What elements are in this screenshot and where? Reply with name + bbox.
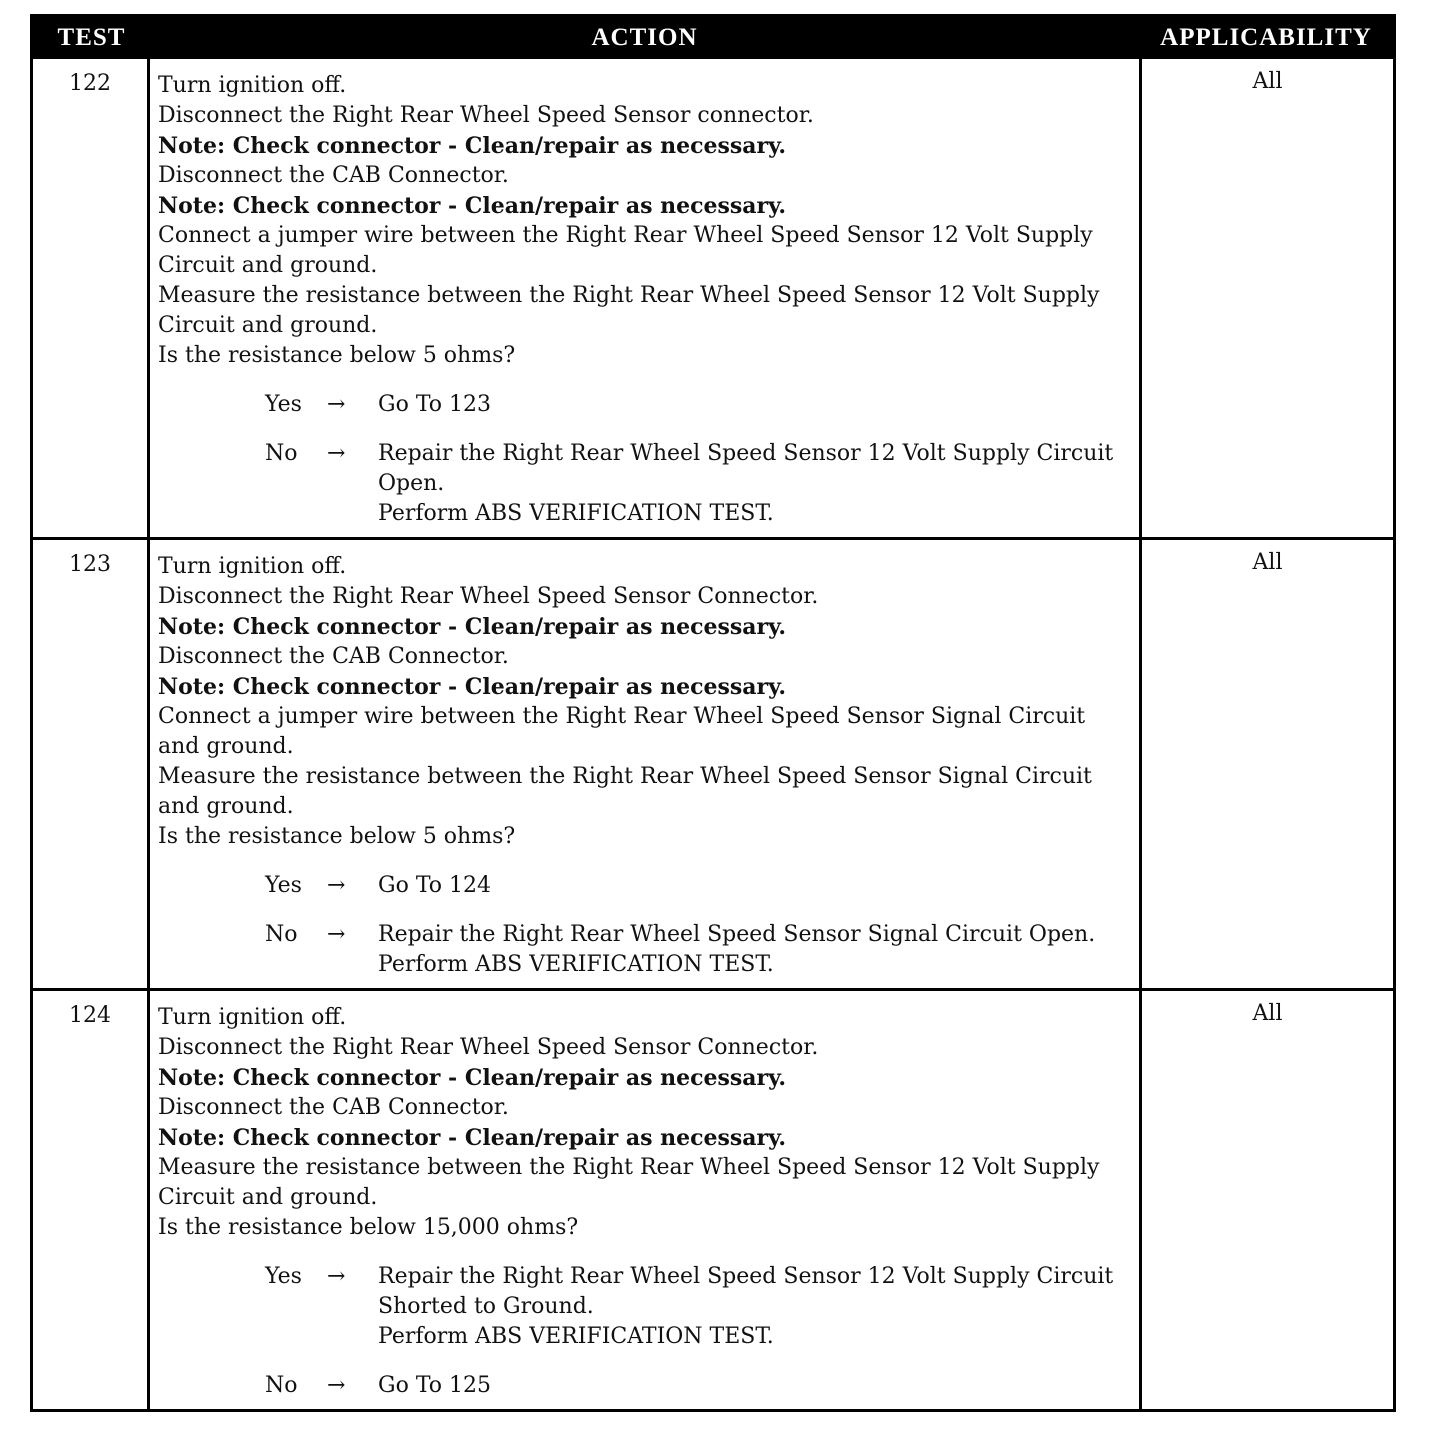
no-result — [378, 439, 1131, 529]
note-text: Note: Check connector - Clean/repair as necessary. — [158, 133, 787, 159]
note-text: Note: Check connector - Clean/repair as necessary. — [158, 193, 787, 219]
diagnostic-table — [30, 14, 1396, 1412]
step-text: Is the resistance below 5 ohms? — [158, 824, 516, 849]
applicability-value: All — [1139, 540, 1393, 988]
step-text: Is the resistance below 5 ohms? — [158, 343, 516, 368]
step-text: Measure the resistance between the Right Rear Wheel Speed Sensor 12 Volt Supply Circuit and ground. — [158, 1155, 1100, 1210]
yes-result — [378, 390, 1131, 420]
step-text: Connect a jumper wire between the Right Rear Wheel Speed Sensor 12 Volt Supply Circuit and ground. — [158, 223, 1093, 278]
no-branch — [158, 920, 1131, 980]
step-text: Turn ignition off. — [158, 1005, 347, 1030]
table-header — [33, 17, 1393, 59]
yes-label: Yes — [265, 392, 302, 417]
note-text: Note: Check connector - Clean/repair as necessary. — [158, 1125, 787, 1151]
header-action: ACTION — [591, 24, 698, 51]
arrow-icon: → — [327, 922, 346, 947]
action-cell — [150, 540, 1139, 988]
action-cell — [150, 991, 1139, 1409]
no-branch — [158, 439, 1131, 529]
step-text: Disconnect the CAB Connector. — [158, 644, 509, 669]
step-text: Disconnect the CAB Connector. — [158, 163, 509, 188]
step-text: Turn ignition off. — [158, 73, 347, 98]
table-row — [33, 537, 1393, 988]
no-result — [378, 920, 1131, 980]
table-row — [33, 59, 1393, 537]
action-cell — [150, 59, 1139, 537]
result-text: Repair the Right Rear Wheel Speed Sensor 12 Volt Supply Circuit Open. — [378, 441, 1114, 496]
arrow-icon: → — [327, 1373, 346, 1398]
result-text: Go To 124 — [378, 873, 492, 898]
test-number: 124 — [33, 991, 150, 1409]
no-label: No — [265, 441, 298, 466]
step-text: Disconnect the CAB Connector. — [158, 1095, 509, 1120]
arrow-icon: → — [327, 392, 346, 417]
arrow-icon: → — [327, 441, 346, 466]
no-label: No — [265, 922, 298, 947]
yes-result — [378, 871, 1131, 901]
result-text: Repair the Right Rear Wheel Speed Sensor Signal Circuit Open. — [378, 922, 1096, 947]
result-text: Repair the Right Rear Wheel Speed Sensor 12 Volt Supply Circuit Shorted to Ground. — [378, 1264, 1114, 1319]
header-applicability: APPLICABILITY — [1160, 24, 1372, 51]
result-text: Perform ABS VERIFICATION TEST. — [378, 1324, 774, 1349]
applicability-value: All — [1139, 991, 1393, 1409]
yes-branch — [158, 1262, 1131, 1352]
no-result — [378, 1371, 1131, 1401]
test-number: 123 — [33, 540, 150, 988]
table-body — [33, 59, 1393, 1409]
step-text: Disconnect the Right Rear Wheel Speed Sensor Connector. — [158, 1035, 819, 1060]
applicability-value: All — [1139, 59, 1393, 537]
step-text: Connect a jumper wire between the Right Rear Wheel Speed Sensor Signal Circuit and ground. — [158, 704, 1086, 759]
step-text: Turn ignition off. — [158, 554, 347, 579]
step-text: Measure the resistance between the Right Rear Wheel Speed Sensor Signal Circuit and ground. — [158, 764, 1092, 819]
result-text: Perform ABS VERIFICATION TEST. — [378, 952, 774, 977]
header-test: TEST — [57, 24, 126, 51]
yes-result — [378, 1262, 1131, 1352]
step-text: Disconnect the Right Rear Wheel Speed Sensor connector. — [158, 103, 814, 128]
result-text: Perform ABS VERIFICATION TEST. — [378, 501, 774, 526]
note-text: Note: Check connector - Clean/repair as necessary. — [158, 674, 787, 700]
no-branch — [158, 1371, 1131, 1401]
note-text: Note: Check connector - Clean/repair as necessary. — [158, 1065, 787, 1091]
step-text: Disconnect the Right Rear Wheel Speed Sensor Connector. — [158, 584, 819, 609]
yes-branch — [158, 871, 1131, 901]
yes-label: Yes — [265, 873, 302, 898]
result-text: Go To 125 — [378, 1373, 492, 1398]
step-text: Is the resistance below 15,000 ohms? — [158, 1215, 579, 1240]
arrow-icon: → — [327, 873, 346, 898]
test-number: 122 — [33, 59, 150, 537]
yes-label: Yes — [265, 1264, 302, 1289]
note-text: Note: Check connector - Clean/repair as necessary. — [158, 614, 787, 640]
step-text: Measure the resistance between the Right Rear Wheel Speed Sensor 12 Volt Supply Circuit and ground. — [158, 283, 1100, 338]
arrow-icon: → — [327, 1264, 346, 1289]
yes-branch — [158, 390, 1131, 420]
result-text: Go To 123 — [378, 392, 492, 417]
no-label: No — [265, 1373, 298, 1398]
table-row — [33, 988, 1393, 1409]
